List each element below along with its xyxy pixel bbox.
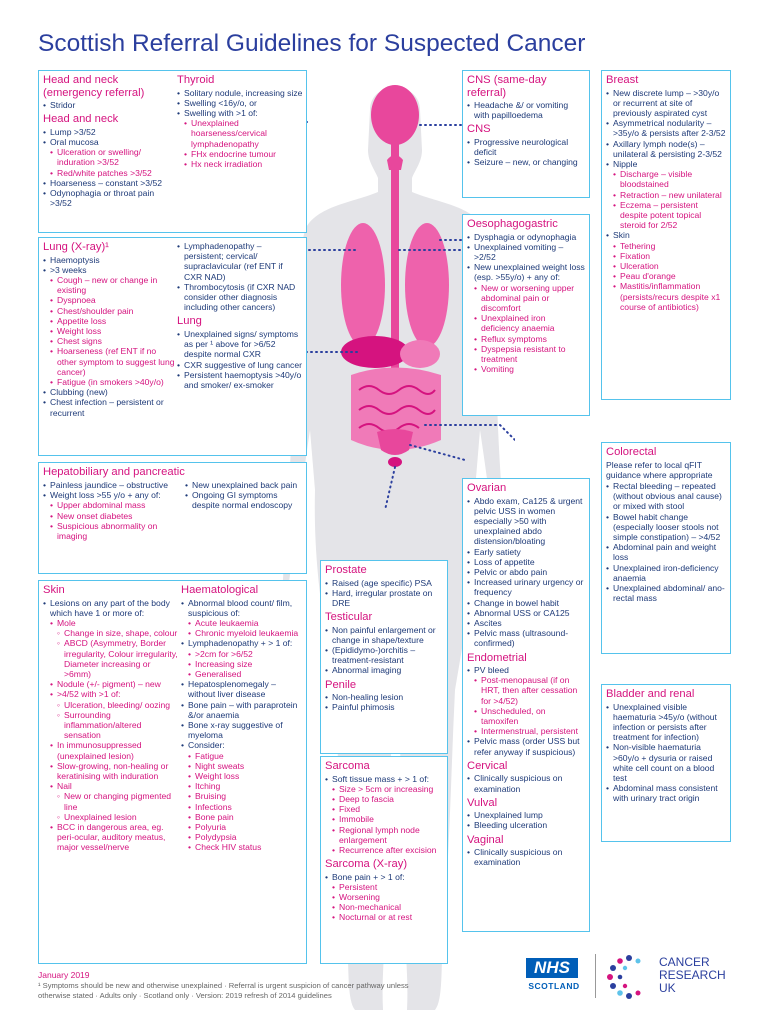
list-item: • Pelvic or abdo pain (467, 567, 585, 577)
vulval-list (467, 810, 585, 830)
list-item: • Lymphadenopathy – persistent; cervical/ supraclavicular (ref ENT if CXR NAD) (177, 241, 303, 282)
oesophagogastric-list (467, 232, 585, 375)
list-item: • Lesions on any part of the body which have 1 or more of: • Mole ◦ Change in size, shape, colour ◦ ABCD (Asymmetry, Border irregularity, Colour irregularity, Diameter increasing or >6mm) • Nodule (+/- pigment) – new • >4/52 with >1 of: ◦ Ulceration, bleeding/ oozing ◦ Surrounding inflammation/altered sensation • In immunosuppressed (unexplained lesion) • Slow-growing, non-healing or keratinising with induration • Nail ◦ New or changing pigmented line ◦ Unexplained lesion • BCC in dangerous area, eg. peri-ocular, auditory meatus, major vessel/nerve (43, 598, 179, 853)
endometrial-heading: Endometrial (467, 651, 527, 664)
ovarian-heading: Ovarian (467, 482, 507, 494)
list-item: • Unexplained vomiting – >2/52 (467, 242, 585, 262)
list-item: • Regional lymph node enlargement (332, 825, 443, 845)
list-item: • Nail ◦ New or changing pigmented line ◦ Unexplained lesion (50, 781, 179, 822)
list-item: • Upper abdominal mass (50, 500, 183, 510)
list-item: • Persistent (332, 882, 443, 892)
list-item: • Clinically suspicious on examination (467, 847, 585, 867)
list-item: • Nocturnal or at rest (332, 912, 443, 922)
vulval-heading: Vulval (467, 796, 498, 809)
cancer-research-uk-logo (605, 952, 745, 1002)
list-item: • Eczema – persistent despite potent topical steroid for 2/52 (613, 200, 726, 231)
list-item: • Early satiety (467, 547, 585, 557)
cns-heading: CNS (467, 123, 491, 136)
list-item: • Bleeding ulceration (467, 820, 585, 830)
list-item: • Hx neck irradiation (184, 159, 303, 169)
skin-haem-box (38, 580, 307, 964)
list-item: • Unexplained visible haematuria >45y/o (without infection or persists after treatment for infection) (606, 702, 726, 743)
list-item: • Reflux symptoms (474, 334, 585, 344)
list-item: • Weight loss (50, 326, 175, 336)
hepatobiliary-list (43, 480, 183, 541)
list-item: • Lymphadenopathy + > 1 of: • >2cm for >6/52 • Increasing size • Generalised (181, 638, 305, 679)
list-item: ◦ Change in size, shape, colour (57, 628, 179, 638)
testicular-heading: Testicular (325, 611, 373, 624)
sarcoma-xray-heading: Sarcoma (X-ray) (325, 858, 408, 871)
sarcoma-heading: Sarcoma (325, 760, 370, 772)
list-item: • BCC in dangerous area, eg. peri-ocular, auditory meatus, major vessel/nerve (50, 822, 179, 853)
list-item: • Abnormal blood count/ film, suspicious of: • Acute leukaemia • Chronic myeloid leukaemia (181, 598, 305, 639)
penile-list (325, 692, 443, 712)
list-item: • Fatigue (188, 751, 305, 761)
list-item: • Stridor (43, 100, 177, 110)
list-item: • Rectal bleeding – repeated (without obvious anal cause) or mixed with stool (606, 481, 726, 512)
list-item: • Raised (age specific) PSA (325, 578, 443, 588)
sarcoma-box (320, 756, 448, 964)
page-title: Scottish Referral Guidelines for Suspected Cancer (38, 30, 586, 57)
list-item: • Worsening (332, 892, 443, 902)
cancer-research-uk-text: CANCER RESEARCH UK (659, 955, 726, 995)
list-item: • Deep to fascia (332, 794, 443, 804)
list-item: ◦ Unexplained lesion (57, 812, 179, 822)
list-item: • Abnormal USS or CA125 (467, 608, 585, 618)
list-item: • Hepatosplenomegaly – without liver disease (181, 679, 305, 699)
cns-emergency-heading: CNS (same-day referral) (467, 74, 547, 99)
list-item: • Ulceration or swelling/ induration >3/52 (50, 147, 177, 167)
list-item: • Unexplained iron-deficiency anaemia (606, 563, 726, 583)
list-item: • Haemoptysis (43, 255, 175, 265)
list-item: • Ongoing GI symptoms despite normal endoscopy (185, 490, 303, 510)
list-item: • Tethering (613, 241, 726, 251)
urological-box (320, 560, 448, 754)
list-item: • Solitary nodule, increasing size (177, 88, 303, 98)
vaginal-heading: Vaginal (467, 833, 504, 846)
list-item: • Bone pain (188, 812, 305, 822)
list-item: • >3 weeks • Cough – new or change in existing • Dyspnoea • Chest/shoulder pain • Appetite loss • Weight loss • Chest signs • Hoarseness (ref ENT if no other symptom to suggest lung cancer) • Fatigue (in smokers >40y/o) (43, 265, 175, 387)
list-item: • Abnormal imaging (325, 665, 443, 675)
brain (371, 85, 419, 145)
lung-heading: Lung (177, 315, 202, 328)
colorectal-list (606, 481, 726, 603)
list-item: • Retraction – new unilateral (613, 190, 726, 200)
list-item: • Loss of appetite (467, 557, 585, 567)
cns-list (467, 137, 585, 168)
list-item: • Odynophagia or throat pain >3/52 (43, 188, 177, 208)
list-item: • Asymmetrical nodularity – >35y/o & persists after 2-3/52 (606, 118, 726, 138)
cns-emergency-list (467, 100, 585, 120)
list-item: • Headache &/ or vomiting with papilloedema (467, 100, 585, 120)
list-item: • Chronic myeloid leukaemia (188, 628, 305, 638)
list-item: • Weight loss >55 y/o + any of: • Upper abdominal mass • New onset diabetes • Suspicious abnormality on imaging (43, 490, 183, 541)
list-item: • >4/52 with >1 of: ◦ Ulceration, bleeding/ oozing ◦ Surrounding inflammation/altered sensation (50, 689, 179, 740)
list-item: • Size > 5cm or increasing (332, 784, 443, 794)
list-item: • Weight loss (188, 771, 305, 781)
list-item: • Abdominal mass consistent with urinary tract origin (606, 783, 726, 803)
oesophagogastric-box (462, 214, 590, 416)
list-item: • Bruising (188, 791, 305, 801)
list-item: ◦ Surrounding inflammation/altered sensation (57, 710, 179, 741)
stomach (400, 340, 440, 368)
prostate-heading: Prostate (325, 564, 367, 576)
breast-box (601, 70, 731, 400)
list-item: • CXR suggestive of lung cancer (177, 360, 303, 370)
cns-box (462, 70, 590, 198)
footer-date: January 2019 (38, 970, 90, 980)
list-item: ◦ Ulceration, bleeding/ oozing (57, 700, 179, 710)
list-item: • Clinically suspicious on examination (467, 773, 585, 793)
list-item: • Nodule (+/- pigment) – new (50, 679, 179, 689)
left-lung (341, 223, 385, 347)
lung-box (38, 237, 307, 456)
list-item: • Night sweats (188, 761, 305, 771)
list-item: • Change in bowel habit (467, 598, 585, 608)
list-item: • Thrombocytosis (if CXR NAD consider other diagnosis including other cancers) (177, 282, 303, 313)
list-item: • Consider: • Fatigue • Night sweats • Weight loss • Itching • Bruising • Infections • Bone pain • Polyuria • Polydypsia • Check HIV status (181, 740, 305, 852)
testicular-list (325, 625, 443, 676)
vaginal-list (467, 847, 585, 867)
head-neck-emergency-list (43, 100, 177, 110)
cervical-list (467, 773, 585, 793)
cervical-heading: Cervical (467, 759, 508, 772)
list-item: • Unexplained iron deficiency anaemia (474, 313, 585, 333)
list-item: • Polyuria (188, 822, 305, 832)
oesophagogastric-heading: Oesophagogastric (467, 218, 558, 230)
list-item: • Check HIV status (188, 842, 305, 852)
list-item: • New unexplained weight loss (esp. >55y/o) + any of: • New or worsening upper abdominal pain or discomfort • Unexplained iron deficiency anaemia • Reflux symptoms • Dyspepsia resistant to treatment • Vomiting (467, 262, 585, 374)
list-item: • Discharge – visible bloodstained (613, 169, 726, 189)
list-item: ◦ New or changing pigmented line (57, 791, 179, 811)
sarcoma-list (325, 774, 443, 856)
list-item: • Fixed (332, 804, 443, 814)
list-item: • Non painful enlargement or change in shape/texture (325, 625, 443, 645)
list-item: • Bone pain + > 1 of: • Persistent • Worsening • Non-mechanical • Nocturnal or at rest (325, 872, 443, 923)
skin-heading: Skin (43, 584, 65, 596)
list-item: • Pelvic mass (ultrasound-confirmed) (467, 628, 585, 648)
list-item: • Red/white patches >3/52 (50, 168, 177, 178)
list-item: • Unexplained lump (467, 810, 585, 820)
list-item: • Lump >3/52 (43, 127, 177, 137)
hepatobiliary-list-cont (185, 480, 303, 511)
prostate-organ (388, 457, 402, 467)
list-item: • Immobile (332, 814, 443, 824)
nhs-scotland-logo (526, 958, 582, 991)
head-neck-list (43, 127, 177, 209)
list-item: • Non-mechanical (332, 902, 443, 912)
list-item: • Unexplained signs/ symptoms as per ¹ above for >6/52 despite normal CXR (177, 329, 303, 360)
list-item: • Nipple • Discharge – visible bloodstained • Retraction – new unilateral • Eczema – persistent despite potent topical steroid for 2/52 (606, 159, 726, 230)
colorectal-box (601, 442, 731, 654)
list-item: • Seizure – new, or changing (467, 157, 585, 167)
thyroid-heading: Thyroid (177, 74, 215, 86)
list-item: • Clubbing (new) (43, 387, 175, 397)
lung-xray-list-cont (177, 241, 303, 312)
list-item: • In immunosuppressed (unexplained lesion) (50, 740, 179, 760)
list-item: • Acute leukaemia (188, 618, 305, 628)
list-item: • Slow-growing, non-healing or keratinising with induration (50, 761, 179, 781)
list-item: • Infections (188, 802, 305, 812)
list-item: • Mole ◦ Change in size, shape, colour ◦ ABCD (Asymmetry, Border irregularity, Colour irregularity, Diameter increasing or >6mm) (50, 618, 179, 679)
thyroid-list (177, 88, 303, 170)
list-item: • Peau d'orange (613, 271, 726, 281)
list-item: • Suspicious abnormality on imaging (50, 521, 183, 541)
list-item: • Unexplained abdominal/ ano-rectal mass (606, 583, 726, 603)
prostate-list (325, 578, 443, 609)
gynaecological-box (462, 478, 590, 932)
list-item: • Chest/shoulder pain (50, 306, 175, 316)
bladder-renal-heading: Bladder and renal (606, 688, 695, 700)
haematological-heading: Haematological (181, 584, 259, 596)
list-item: • New unexplained back pain (185, 480, 303, 490)
list-item: • Progressive neurological deficit (467, 137, 585, 157)
list-item: • New or worsening upper abdominal pain or discomfort (474, 283, 585, 314)
list-item: • Fixation (613, 251, 726, 261)
hepatobiliary-box (38, 462, 307, 574)
bladder-renal-list (606, 702, 726, 804)
list-item: ◦ ABCD (Asymmetry, Border irregularity, Colour irregularity, Diameter increasing or >6mm) (57, 638, 179, 679)
list-item: • Vomiting (474, 364, 585, 374)
right-lung (405, 223, 449, 347)
list-item: • PV bleed • Post-menopausal (if on HRT, then after cessation for >4/52) • Unscheduled, on tamoxifen • Intermenstrual, persistent (467, 665, 585, 736)
list-item: • Swelling with >1 of: • Unexplained hoarseness/cervical lymphadenopathy • FHx endocrine tumour • Hx neck irradiation (177, 108, 303, 169)
list-item: • Soft tissue mass + > 1 of: • Size > 5cm or increasing • Deep to fascia • Fixed • Immobile • Regional lymph node enlargement • Recurrence after excision (325, 774, 443, 856)
breast-heading: Breast (606, 74, 639, 86)
list-item: • Abdo exam, Ca125 & urgent pelvic USS in women especially >50 with unexplained abdo distension/bloating (467, 496, 585, 547)
list-item: • Generalised (188, 669, 305, 679)
list-item: • Pelvic mass (order USS but refer anyway if suspicious) (467, 736, 585, 756)
colorectal-note: Please refer to local qFIT guidance where appropriate (606, 459, 713, 480)
list-item: • Dysphagia or odynophagia (467, 232, 585, 242)
breast-list (606, 88, 726, 312)
list-item: • New onset diabetes (50, 511, 183, 521)
list-item: • Axillary lymph node(s) – unilateral & persisting 2-3/52 (606, 139, 726, 159)
list-item: • Cough – new or change in existing (50, 275, 175, 295)
list-item: • Painless jaundice – obstructive (43, 480, 183, 490)
list-item: • Increasing size (188, 659, 305, 669)
list-item: • Chest signs (50, 336, 175, 346)
head-neck-heading: Head and neck (43, 113, 119, 126)
skin-list (43, 598, 179, 853)
list-item: • Chest infection – persistent or recurrent (43, 397, 175, 417)
list-item: • Ascites (467, 618, 585, 628)
endometrial-list (467, 665, 585, 757)
list-item: • Appetite loss (50, 316, 175, 326)
list-item: • Non-visible haematuria >60y/o + dysuria or raised white cell count on a blood test (606, 742, 726, 783)
list-item: • Bowel habit change (especially looser stools not simple constipation) – >4/52 (606, 512, 726, 543)
list-item: • Mastitis/inflammation (persists/recurs despite x1 course of antibiotics) (613, 281, 726, 312)
list-item: • Swelling <16y/o, or (177, 98, 303, 108)
logo-divider (595, 954, 596, 998)
list-item: • Persistent haemoptysis >40y/o and smoker/ ex-smoker (177, 370, 303, 390)
list-item: • New discrete lump – >30y/o or recurrent at site of previously aspirated cyst (606, 88, 726, 119)
list-item: • Hoarseness (ref ENT if no other symptom to suggest lung cancer) (50, 346, 175, 377)
list-item: • Dyspepsia resistant to treatment (474, 344, 585, 364)
head-neck-box (38, 70, 307, 233)
lung-xray-heading: Lung (X-ray)¹ (43, 241, 109, 253)
list-item: • Recurrence after excision (332, 845, 443, 855)
list-item: • Polydypsia (188, 832, 305, 842)
hepatobiliary-heading: Hepatobiliary and pancreatic (43, 466, 185, 478)
penile-heading: Penile (325, 678, 357, 691)
list-item: • Itching (188, 781, 305, 791)
list-item: • Unscheduled, on tamoxifen (474, 706, 585, 726)
lung-list (177, 329, 303, 390)
list-item: • Skin • Tethering • Fixation • Ulceration • Peau d'orange • Mastitis/inflammation (persists/recurs despite x1 course of antibiotics) (606, 230, 726, 312)
list-item: • Ulceration (613, 261, 726, 271)
cancer-research-uk-icon (605, 952, 653, 1002)
head-neck-emergency-heading: Head and neck (emergency referral) (43, 74, 145, 99)
list-item: • Bone pain – with paraprotein &/or anaemia (181, 700, 305, 720)
list-item: • Hoarseness – constant >3/52 (43, 178, 177, 188)
lung-xray-list (43, 255, 175, 418)
list-item: • Intermenstrual, persistent (474, 726, 585, 736)
list-item: • Fatigue (in smokers >40y/o) (50, 377, 175, 387)
list-item: • Hard, irregular prostate on DRE (325, 588, 443, 608)
list-item: • Oral mucosa • Ulceration or swelling/ induration >3/52 • Red/white patches >3/52 (43, 137, 177, 178)
list-item: • Painful phimosis (325, 702, 443, 712)
list-item: • >2cm for >6/52 (188, 649, 305, 659)
list-item: • Unexplained hoarseness/cervical lymphadenopathy (184, 118, 303, 149)
list-item: • FHx endocrine tumour (184, 149, 303, 159)
list-item: • Post-menopausal (if on HRT, then after cessation for >4/52) (474, 675, 585, 706)
list-item: • (Epididymo-)orchitis – treatment-resistant (325, 645, 443, 665)
bladder-renal-box (601, 684, 731, 842)
nhs-logo-text: NHS (526, 958, 578, 978)
sarcoma-xray-list (325, 872, 443, 923)
ovarian-list (467, 496, 585, 649)
list-item: • Bone x-ray suggestive of myeloma (181, 720, 305, 740)
list-item: • Dyspnoea (50, 295, 175, 305)
list-item: • Abdominal pain and weight loss (606, 542, 726, 562)
colorectal-heading: Colorectal (606, 446, 657, 458)
nhs-logo-subtitle: SCOTLAND (528, 981, 580, 991)
list-item: • Increased urinary urgency or frequency (467, 577, 585, 597)
footer-notes: ¹ Symptoms should be new and otherwise unexplained · Referral is urgent suspicion of cancer pathway unless otherwise stated · Adults only · Scotland only · Version: 2019 refresh of 2014 guidelines (38, 981, 409, 1000)
haematological-list (181, 598, 305, 853)
list-item: • Non-healing lesion (325, 692, 443, 702)
